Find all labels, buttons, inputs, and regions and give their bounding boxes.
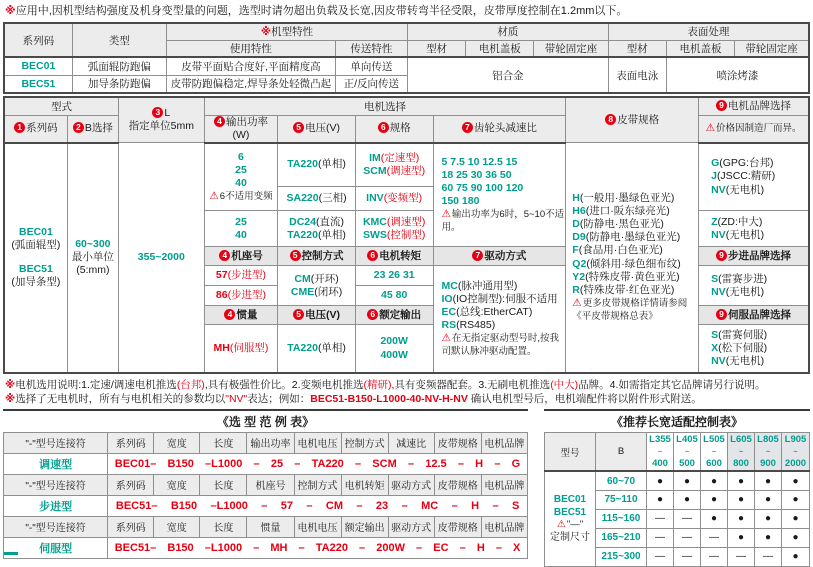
cell-voltage-sa220: SA220(三相): [278, 187, 356, 211]
column-gap: [528, 409, 544, 567]
header-b-select: 2 B选择: [67, 115, 118, 143]
header-output-power: 4 输出功率(W): [204, 115, 278, 143]
material-value: 铝合金: [407, 57, 608, 93]
cell-power-ac: 6 25 40 ⚠6不适用变频: [204, 143, 278, 211]
rec-cell: —: [674, 528, 701, 547]
col-header-surface-treatment: 表面处理: [608, 23, 809, 40]
rec-cell: ●: [728, 471, 755, 490]
rec-cell: ●: [782, 547, 810, 566]
cell-rated-output: 200W 400W: [355, 325, 433, 373]
application-note: ※应用中,因机型结构强度及机身变型量的问题，选型时请勿超出负载及长宽,因皮带转弯半径受限，皮带厚度控制在1.2mm以下。: [5, 5, 628, 17]
subheader-frame-size: 4 机座号: [204, 247, 278, 266]
usage-feature-bec01: 皮带平面贴合度好,平面精度高: [167, 57, 336, 75]
rec-header-l905: L905 ~ 2000: [782, 432, 810, 471]
surface-profile-value: 表面电泳: [608, 57, 666, 93]
subheader-rated-output: 6 额定输出: [355, 306, 433, 325]
rec-cell: ●: [647, 490, 674, 509]
cell-width-range: 60~300 最小单位 (5:mm): [67, 143, 118, 373]
subheader-motor-torque: 6 电机转矩: [355, 247, 433, 266]
cell-power-dc: 25 40: [204, 211, 278, 247]
table-row: [4, 97, 809, 115]
rec-b-60-70: 60~70: [596, 471, 647, 490]
ex-h1-belt: 皮带规格: [434, 432, 481, 453]
ex-h1-connector: "-"型号连接符: [4, 432, 108, 453]
rec-b-75-110: 75~110: [596, 490, 647, 509]
recommend-size-table: [544, 432, 810, 567]
surface-paint-value: 喷涂烤漆: [666, 57, 809, 93]
rec-cell: ●: [701, 471, 728, 490]
ex-h1-brand: 电机品牌: [481, 432, 527, 453]
rec-header-b: B: [596, 432, 647, 471]
cell-brand-dc: Z(ZD:中大) NV(无电机): [699, 211, 809, 247]
col-header-profile-2: 型材: [608, 40, 666, 57]
table-row-stepper-type: [4, 495, 528, 516]
rec-cell: ●: [755, 471, 782, 490]
header-gear-ratio: 7 齿轮头减速比: [433, 115, 566, 143]
table-row-bec01: [4, 57, 809, 75]
col-header-profile: 型材: [407, 40, 465, 57]
rec-cell: ●: [701, 490, 728, 509]
footnotes: [5, 378, 810, 406]
table-row: [4, 143, 809, 187]
rec-model-label: BEC01 BEC51 ⚠"—" 定制尺寸: [545, 471, 596, 566]
rec-cell: ●: [647, 471, 674, 490]
rec-cell: —: [647, 547, 674, 566]
table-row-speed-type: [4, 453, 528, 474]
ex-h3-length: 长度: [200, 516, 247, 537]
recommend-size-title: 《推荐长宽适配控制表》: [544, 409, 810, 432]
cell-control-cm-cme: CM(开环) CME(闭环): [278, 266, 356, 306]
rec-cell: ●: [674, 490, 701, 509]
header-belt-spec: 8 皮带规格: [566, 97, 699, 143]
subheader-control-mode: 5 控制方式: [278, 247, 356, 266]
ex-h3-output: 额定输出: [341, 516, 388, 537]
cell-voltage-servo: TA220(单相): [278, 325, 356, 373]
rec-cell: ●: [782, 528, 810, 547]
ex-h2-belt: 皮带规格: [434, 474, 481, 495]
usage-feature-bec51: 皮带防跑偏稳定,焊导条处轻微凸起: [167, 75, 336, 93]
cell-frame-57: 57(步进型): [204, 266, 278, 286]
subheader-inertia: 4 惯量: [204, 306, 278, 325]
header-series-code: 1 系列码: [4, 115, 67, 143]
rec-cell: ●: [755, 509, 782, 528]
rec-header-model: 型号: [545, 432, 596, 471]
recommend-size-section: [544, 409, 810, 567]
type-bec51: 加导条防跑偏: [72, 75, 166, 93]
selection-example-table: [3, 432, 528, 559]
ex-h3-series: 系列码: [108, 516, 154, 537]
subheader-stepper-brand: 9 步进品牌选择: [699, 247, 809, 266]
ex-h1-control: 控制方式: [341, 432, 388, 453]
cell-belt-options: H(一般用·墨绿色亚光) H6(进口·阪东绿亮光) D(防静电·黑色亚光) D9(防静电·墨绿色亚光) F(食品用·白色亚光) Q2(倾斜用·绿色细布纹) Y2(特殊皮带·黄色亚光) R(特殊皮带·红色亚光) ⚠更多皮带规格详情请参阅《平皮带规格总表》: [566, 143, 699, 373]
rec-header-l505: L505 ~ 600: [701, 432, 728, 471]
ex-h2-control: 控制方式: [294, 474, 341, 495]
series-code-bec01: BEC01: [4, 57, 72, 75]
rec-cell: ●: [755, 528, 782, 547]
cell-voltage-dc24: DC24(直流) TA220(单相): [278, 211, 356, 247]
col-header-usage-feature: 使用特性: [167, 40, 336, 57]
col-header-motor-cover-2: 电机盖板: [666, 40, 734, 57]
ex-h2-frame: 机座号: [247, 474, 294, 495]
ex-h3-voltage: 电机电压: [294, 516, 341, 537]
rec-cell: ●: [782, 490, 810, 509]
cell-torque-57: 23 26 31: [355, 266, 433, 286]
header-length: 3 L 指定单位5mm: [118, 97, 204, 143]
series-code-bec51: BEC51: [4, 75, 72, 93]
col-header-transfer-feature: 传送特性: [335, 40, 407, 57]
ex-h1-width: 宽度: [154, 432, 200, 453]
transfer-feature-bec51: 正/反向传送: [335, 75, 407, 93]
rec-cell: —: [647, 528, 674, 547]
ex-label-servo-type: 伺服型: [4, 537, 108, 558]
ex-h2-drive: 驱动方式: [388, 474, 434, 495]
cell-spec-kmc-sws: KMC(调速型) SWS(控制型): [355, 211, 433, 247]
col-header-material: 材质: [407, 23, 608, 40]
ex-h3-belt: 皮带规格: [434, 516, 481, 537]
ex-h2-length: 长度: [200, 474, 247, 495]
ex-h2-connector: "-"型号连接符: [4, 474, 108, 495]
type-bec01: 弧面辊防跑偏: [72, 57, 166, 75]
rec-cell: ●: [755, 490, 782, 509]
no-motor-note: ※选择了无电机时，所有与电机相关的参数均以"NV"表达；例如：BEC51-B150-L1000-40-NV-H-NV 确认电机型号后，电机端配件将以附件形式附送。: [5, 392, 702, 405]
header-spec: 6 规格: [355, 115, 433, 143]
cell-gear-ratios: 5 7.5 10 12.5 15 18 25 30 36 50 60 75 90 100 120 150 180 ⚠输出功率为6时，5~10不适用。: [433, 143, 566, 247]
table-row: [4, 23, 809, 40]
ex-h2-series: 系列码: [108, 474, 154, 495]
rec-b-115-160: 115~160: [596, 509, 647, 528]
header-motor-selection: 电机选择: [204, 97, 566, 115]
motor-selection-note: ※电机选用说明:1.定速/调速电机推选(台邦),具有极强性价比。2.变频电机推选(精研),具有变频器配套。3.无刷电机推选(中大)品牌。4.如需指定其它品牌请另行说明。: [5, 378, 766, 391]
cell-voltage-ta220: TA220(单相): [278, 143, 356, 187]
ex-model-speed-type: BEC01– B150 –L1000 – 25 – TA220 – SCM – 12.5 – H – G: [108, 453, 528, 474]
header-model-format: 型式: [4, 97, 118, 115]
rec-cell: ●: [674, 471, 701, 490]
col-header-type: 类型: [72, 23, 166, 57]
rec-cell: ●: [728, 509, 755, 528]
table-row-servo-type: [4, 537, 528, 558]
header-voltage: 5 电压(V): [278, 115, 356, 143]
cell-spec-inv: INV(变频型): [355, 187, 433, 211]
table-row-header: [4, 432, 528, 453]
cell-torque-86: 45 80: [355, 286, 433, 306]
rec-cell: —: [755, 547, 782, 566]
rec-cell: —: [701, 528, 728, 547]
rec-cell: —: [647, 509, 674, 528]
ex-label-stepper-type: 步进型: [4, 495, 108, 516]
rec-cell: ●: [728, 528, 755, 547]
ex-h2-width: 宽度: [154, 474, 200, 495]
subheader-voltage-servo: 5 电压(V): [278, 306, 356, 325]
ex-model-servo-type: BEC51– B150 –L1000 – MH – TA220 – 200W – EC – H – X: [108, 537, 528, 558]
ex-h1-length: 长度: [200, 432, 247, 453]
table-row: [545, 471, 810, 490]
cell-brand-servo: S(雷赛伺服) X(松下伺服) NV(无电机): [699, 325, 809, 373]
subheader-servo-brand: 9 伺服品牌选择: [699, 306, 809, 325]
model-selection-table: [3, 96, 810, 374]
cell-brand-ac: G(GPG:台邦) J(JSCC:精研) NV(无电机): [699, 143, 809, 211]
subheader-drive-mode: 7 驱动方式: [433, 247, 566, 266]
model-characteristics-table: [3, 22, 810, 94]
ex-h1-power: 输出功率: [247, 432, 294, 453]
rec-cell: —: [728, 547, 755, 566]
ex-label-speed-type: 调速型: [4, 453, 108, 474]
rec-b-165-210: 165~210: [596, 528, 647, 547]
col-header-series-code: 系列码: [4, 23, 72, 57]
col-header-pulley-seat-2: 带轮固定座: [735, 40, 809, 57]
ex-h1-series: 系列码: [108, 432, 154, 453]
rec-b-215-300: 215~300: [596, 547, 647, 566]
header-motor-brand: 9 电机品牌选择: [699, 97, 809, 115]
rec-header-l605: L605 ~ 800: [728, 432, 755, 471]
rec-cell: ●: [701, 509, 728, 528]
ex-h3-width: 宽度: [154, 516, 200, 537]
rec-header-l405: L405 ~ 500: [674, 432, 701, 471]
ex-h1-voltage: 电机电压: [294, 432, 341, 453]
col-header-model-features: ※机型特性: [167, 23, 408, 40]
bottom-section: [3, 409, 810, 567]
rec-cell: ●: [728, 490, 755, 509]
cell-series-options: BEC01 (弧面辊型) BEC51 (加导条型): [4, 143, 67, 373]
rec-cell: —: [701, 547, 728, 566]
ex-h2-torque: 电机转矩: [341, 474, 388, 495]
transfer-feature-bec01: 单向传送: [335, 57, 407, 75]
ex-model-stepper-type: BEC51– B150 –L1000 – 57 – CM – 23 – MC – H – S: [108, 495, 528, 516]
rec-cell: —: [674, 509, 701, 528]
rec-header-l805: L805 ~ 900: [755, 432, 782, 471]
cell-spec-im-scm: IM(定速型) SCM(调速型): [355, 143, 433, 187]
header-brand-price-note: ⚠价格因制造厂而异。: [699, 115, 809, 143]
table-row-header: [4, 474, 528, 495]
table-row-header: [545, 432, 810, 471]
rec-cell: ●: [782, 471, 810, 490]
cell-inertia-mh: MH(伺服型): [204, 325, 278, 373]
rec-cell: ●: [782, 509, 810, 528]
cell-frame-86: 86(步进型): [204, 286, 278, 306]
selection-example-title: 《选 型 范 例 表》: [3, 409, 528, 432]
selection-example-section: [3, 409, 528, 567]
ex-h3-inertia: 惯量: [247, 516, 294, 537]
table-row-header: [4, 516, 528, 537]
ex-h2-brand: 电机品牌: [481, 474, 527, 495]
rec-header-l355: L355 ~ 400: [647, 432, 674, 471]
rec-cell: —: [674, 547, 701, 566]
ex-h3-drive: 驱动方式: [388, 516, 434, 537]
col-header-motor-cover: 电机盖板: [466, 40, 534, 57]
ex-h1-ratio: 减速比: [388, 432, 434, 453]
ex-h3-connector: "-"型号连接符: [4, 516, 108, 537]
cell-brand-stepper: S(雷赛步进) NV(无电机): [699, 266, 809, 306]
col-header-pulley-seat: 带轮固定座: [534, 40, 608, 57]
cell-length-range: 355~2000: [118, 143, 204, 373]
cell-drive-options: MC(脉冲通用型) IO(IO控制型):伺服不适用 EC(总线:EtherCAT) RS(RS485) ⚠在无指定驱动型号时,按我司默认脉冲驱动配置。: [433, 266, 566, 373]
ex-h3-brand: 电机品牌: [481, 516, 527, 537]
